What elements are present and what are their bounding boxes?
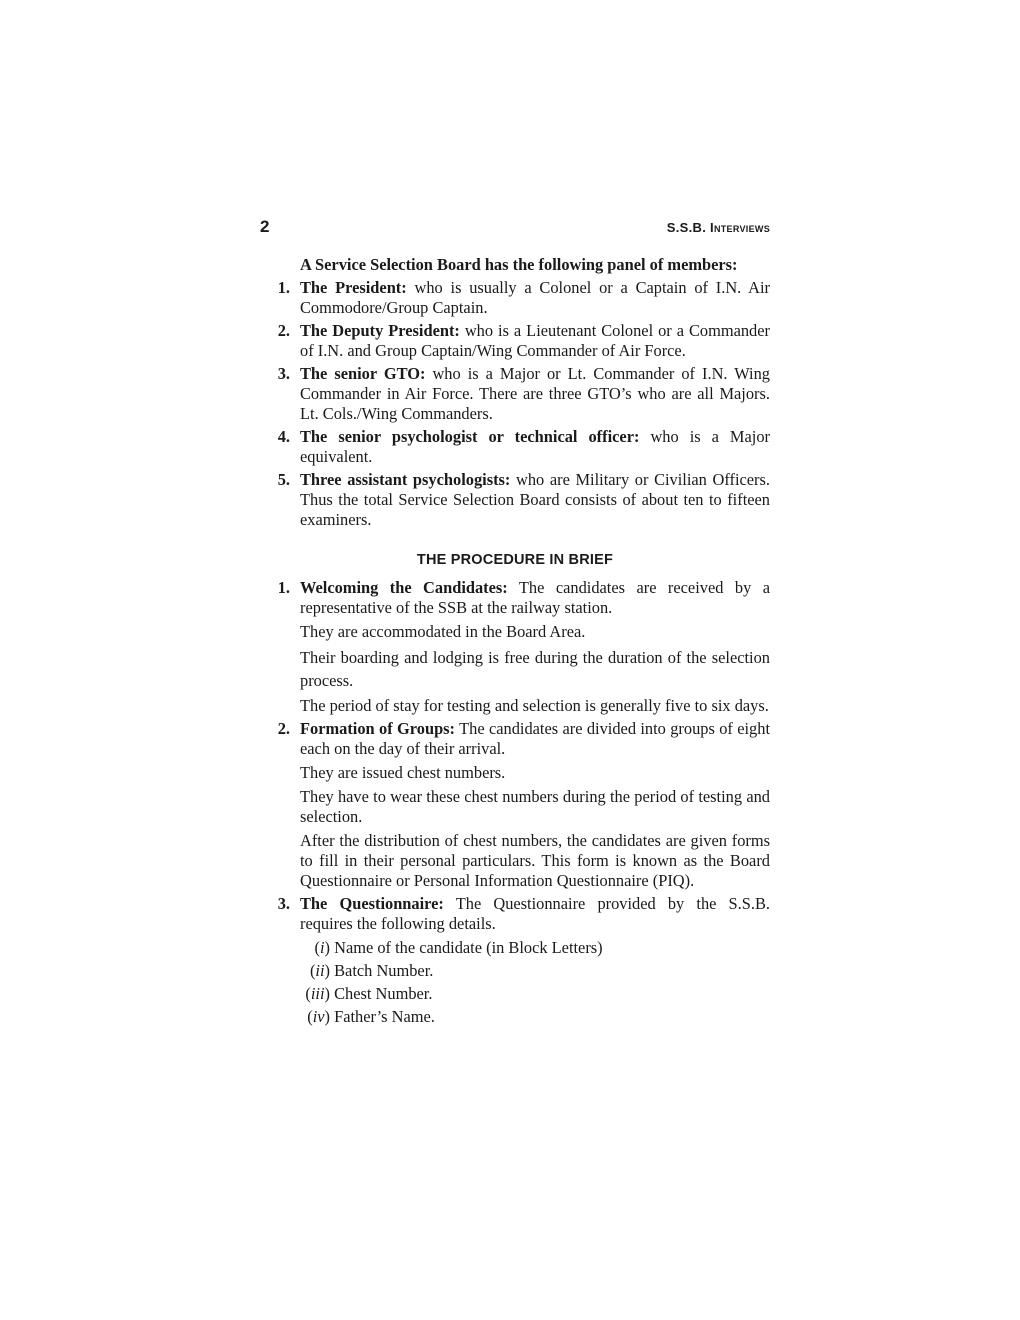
item-paragraph: The period of stay for testing and selection is generally five to six days. — [300, 696, 769, 715]
roman-numeral: (iv) — [307, 1007, 330, 1026]
panel-members-list — [260, 278, 770, 530]
item-term: The Questionnaire: — [300, 894, 444, 913]
item-term: The senior psychologist or technical officer: — [300, 427, 640, 446]
item-term: The senior GTO: — [300, 364, 426, 383]
running-title: S.S.B. Interviews — [666, 220, 770, 235]
sub-item — [300, 938, 770, 958]
page-number: 2 — [260, 217, 270, 236]
item-description: The Questionnaire provided by the S.S.B. requires the following details. — [300, 894, 771, 933]
item-term: The President: — [300, 278, 407, 297]
roman-numeral: (ii) — [309, 961, 330, 980]
sub-item-text: Father’s Name. — [334, 1007, 435, 1026]
list-item — [260, 719, 770, 891]
list-item — [260, 578, 770, 716]
item-number: 3. — [277, 364, 290, 383]
intro-paragraph: A Service Selection Board has the following panel of members: — [300, 255, 738, 274]
item-term: Formation of Groups: — [300, 719, 456, 738]
item-number: 1. — [277, 578, 290, 597]
list-item — [260, 278, 770, 318]
sub-item — [300, 984, 770, 1004]
item-number: 3. — [277, 894, 290, 913]
list-item — [260, 321, 770, 361]
sub-item — [300, 961, 770, 981]
item-term: The Deputy President: — [300, 321, 460, 340]
item-description: who is a Major equivalent. — [300, 427, 770, 466]
item-description: The candidates are divided into groups of eight each on the day of their arrival. — [300, 719, 770, 758]
sub-item-text: Chest Number. — [334, 984, 433, 1003]
item-number: 4. — [277, 427, 290, 446]
item-description: who is a Lieutenant Colonel or a Commander of I.N. and Group Captain/Wing Commander of Air Force. — [300, 321, 770, 360]
running-header — [260, 217, 770, 241]
procedure-list — [260, 578, 770, 1027]
item-paragraph: After the distribution of chest numbers, the candidates are given forms to fill in their personal particulars. This form is known as the Board Questionnaire or Personal Information Questionnaire (PIQ). — [300, 831, 770, 890]
item-number: 1. — [277, 278, 290, 297]
list-item — [260, 427, 770, 467]
sub-item-text: Name of the candidate (in Block Letters) — [334, 938, 603, 957]
list-item — [260, 470, 770, 530]
item-description: who is a Major or Lt. Commander of I.N. Wing Commander in Air Force. There are three GTO’s who are all Majors. Lt. Cols./Wing Commanders. — [300, 364, 770, 423]
item-number: 2. — [277, 719, 290, 738]
item-paragraph: They have to wear these chest numbers during the period of testing and selection. — [300, 787, 770, 826]
item-number: 5. — [277, 470, 290, 489]
item-paragraph: They are accommodated in the Board Area. — [300, 622, 586, 641]
roman-numeral: (iii) — [305, 984, 330, 1003]
sub-item — [300, 1007, 770, 1027]
section-heading: THE PROCEDURE IN BRIEF — [416, 552, 614, 568]
item-description: The candidates are received by a representative of the SSB at the railway station. — [300, 578, 770, 617]
roman-numeral: (i) — [314, 938, 330, 957]
item-paragraph: They are issued chest numbers. — [300, 763, 506, 782]
sub-item-text: Batch Number. — [334, 961, 434, 980]
item-number: 2. — [277, 321, 290, 340]
book-page — [260, 217, 770, 1030]
item-description: who are Military or Civilian Officers. Thus the total Service Selection Board consists of about ten to fifteen examiners. — [300, 470, 770, 529]
item-paragraph: Their boarding and lodging is free during the duration of the selection process. — [300, 648, 770, 690]
list-item — [260, 364, 770, 424]
item-term: Welcoming the Candidates: — [300, 578, 508, 597]
list-item — [260, 894, 770, 1027]
item-term: Three assistant psychologists: — [300, 470, 511, 489]
questionnaire-details-list — [300, 938, 770, 1027]
item-description: who is usually a Colonel or a Captain of I.N. Air Commodore/Group Captain. — [300, 278, 770, 317]
